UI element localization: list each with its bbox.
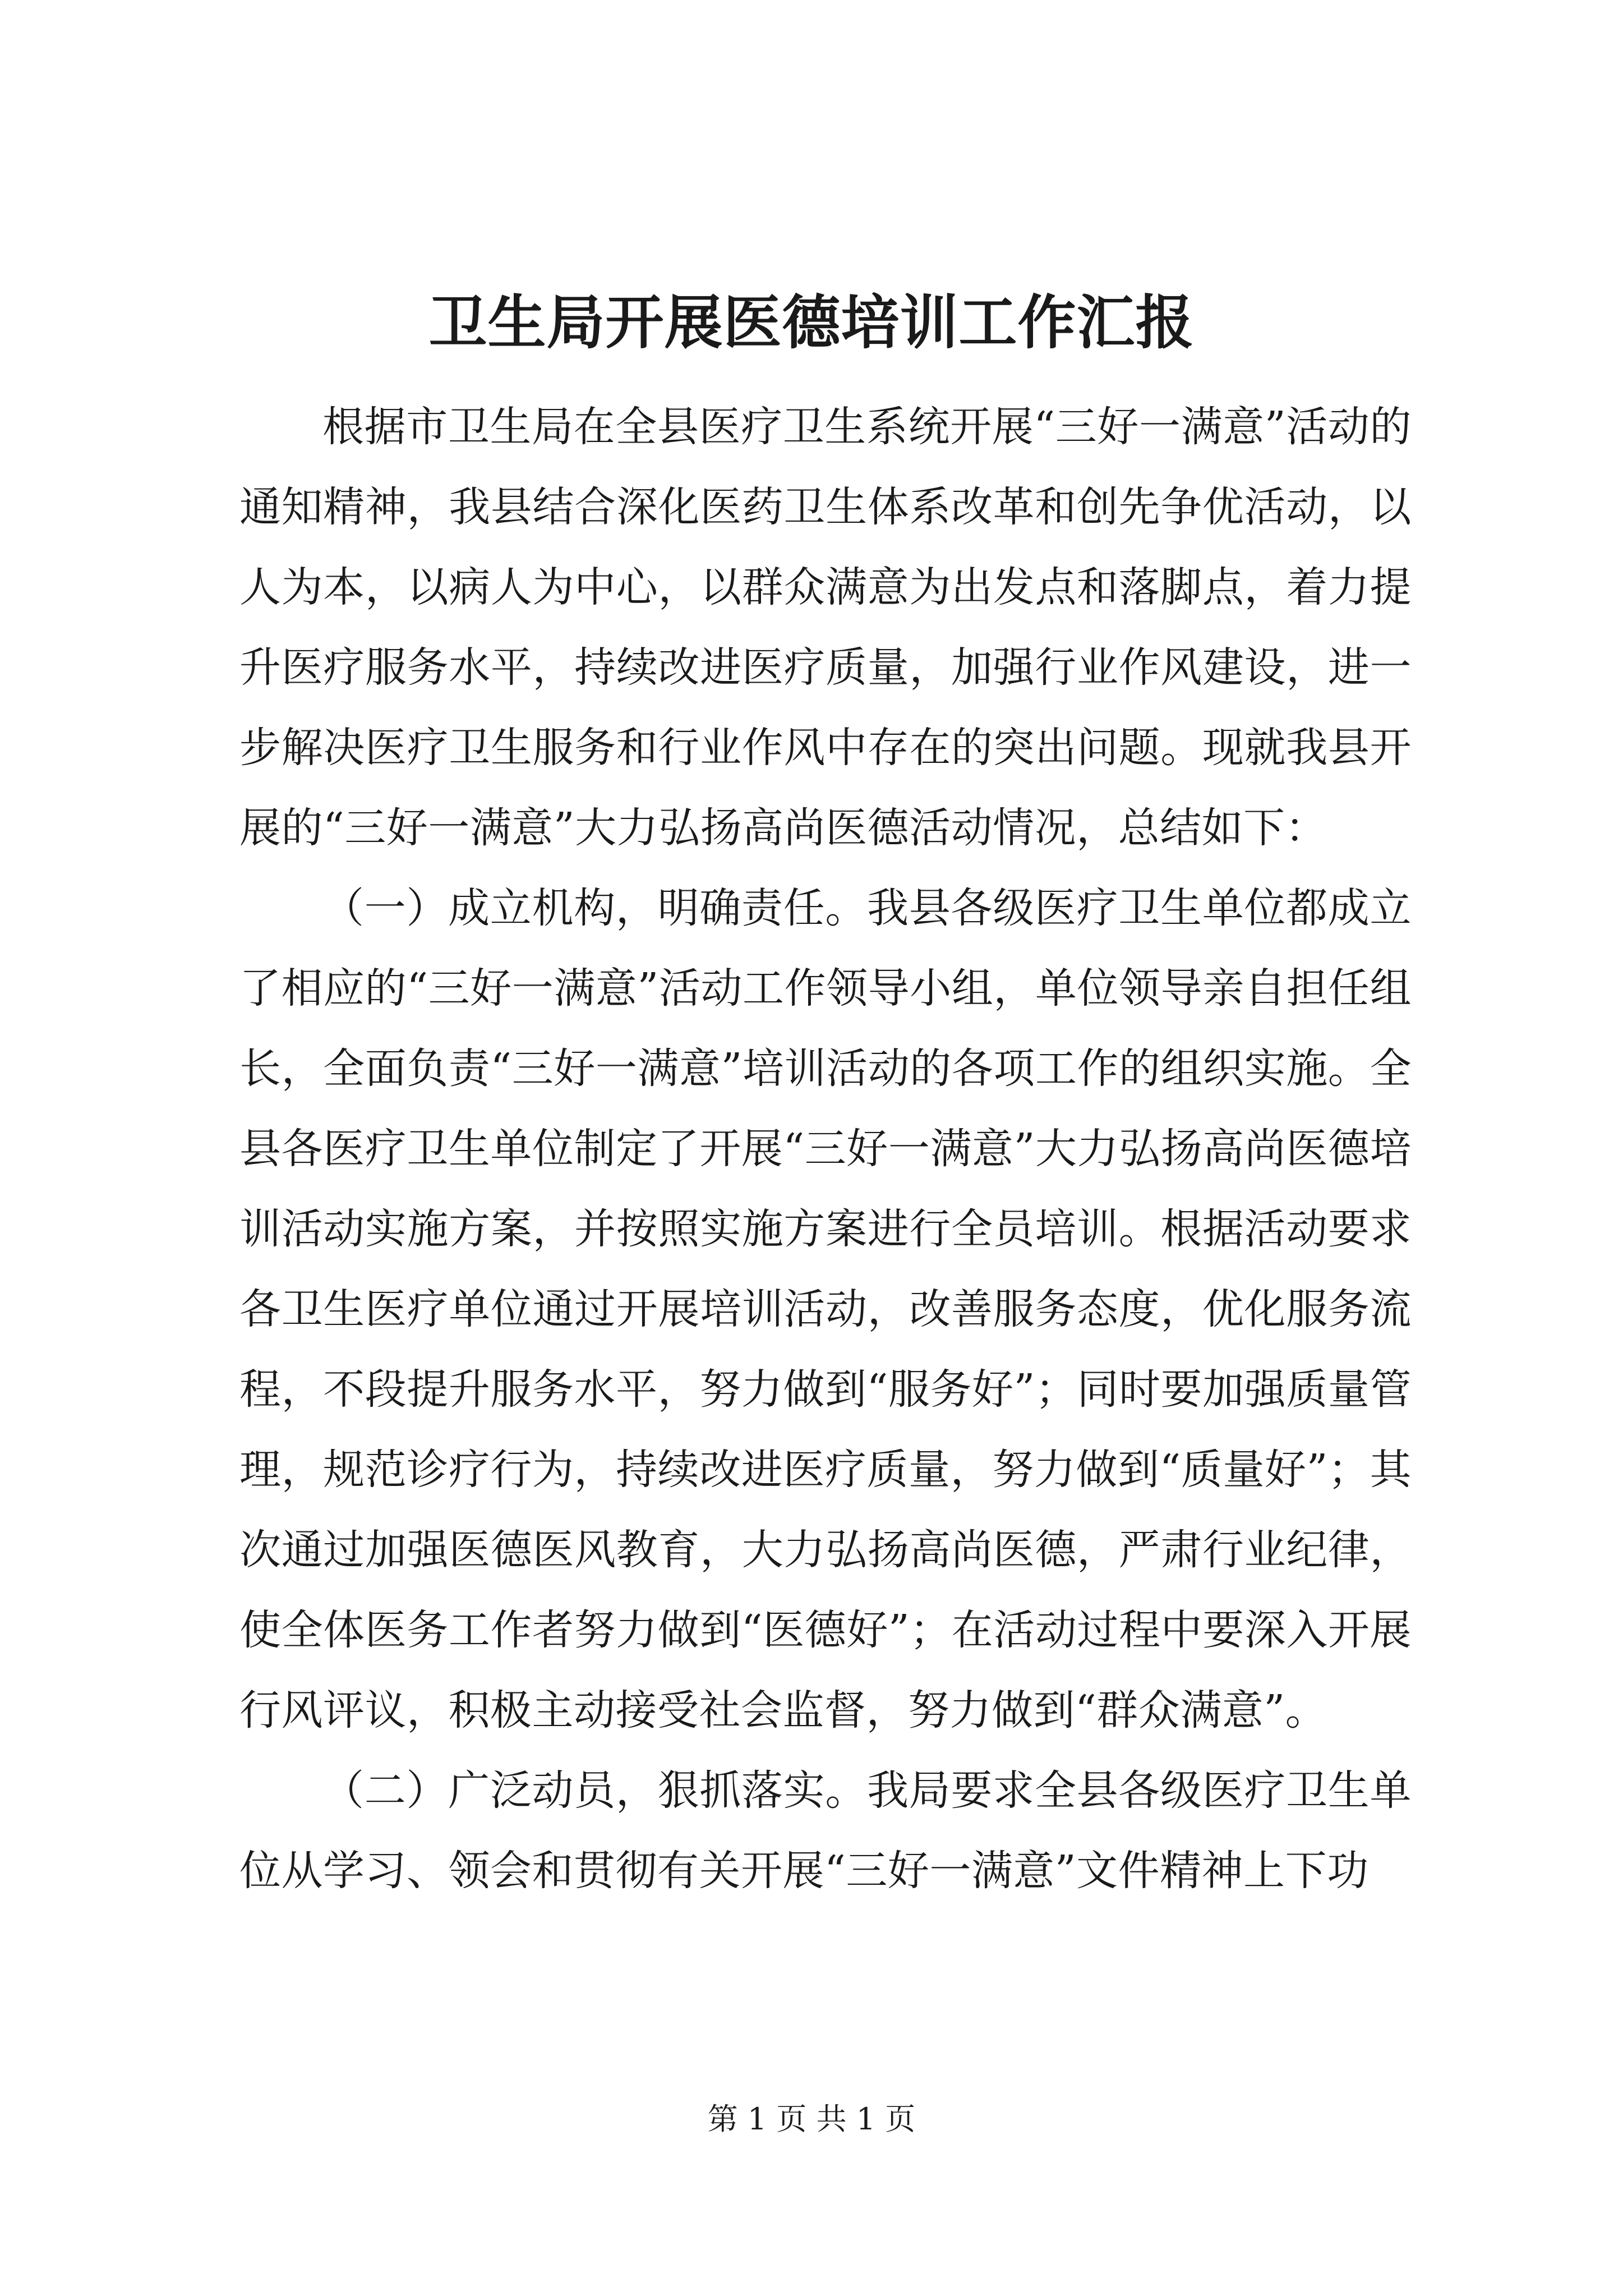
document-body	[239, 387, 1412, 1911]
paragraph-intro: 根据市卫生局在全县医疗卫生系统开展“三好一满意”活动的通知精神，我县结合深化医药卫生体系改革和创先争优活动，以人为本，以病人为中心，以群众满意为出发点和落脚点，着力提升医疗服务水平，持续改进医疗质量，加强行业作风建设，进一步解决医疗卫生服务和行业作风中存在的突出问题。现就我县开展的“三好一满意”大力弘扬高尚医德活动情况，总结如下：	[239, 403, 1412, 852]
paragraph-section-2: （二）广泛动员，狠抓落实。我局要求全县各级医疗卫生单位从学习、领会和贯彻有关开展“三好一满意”文件精神上下功	[239, 1766, 1412, 1895]
document-title: 卫生局开展医德培训工作汇报	[428, 288, 1195, 357]
paragraph-section-1: （一）成立机构，明确责任。我县各级医疗卫生单位都成立了相应的“三好一满意”活动工作领导小组，单位领导亲自担任组长，全面负责“三好一满意”培训活动的各项工作的组织实施。全县各医疗卫生单位制定了开展“三好一满意”大力弘扬高尚医德培训活动实施方案，并按照实施方案进行全员培训。根据活动要求各卫生医疗单位通过开展培训活动，改善服务态度，优化服务流程，不段提升服务水平，努力做到“服务好”；同时要加强质量管理，规范诊疗行为，持续改进医疗质量，努力做到“质量好”；其次通过加强医德医风教育，大力弘扬高尚医德，严肃行业纪律，使全体医务工作者努力做到“医德好”；在活动过程中要深入开展行风评议，积极主动接受社会监督，努力做到“群众满意”。	[239, 884, 1412, 1734]
page-footer: 第 1 页 共 1 页	[707, 2101, 916, 2137]
